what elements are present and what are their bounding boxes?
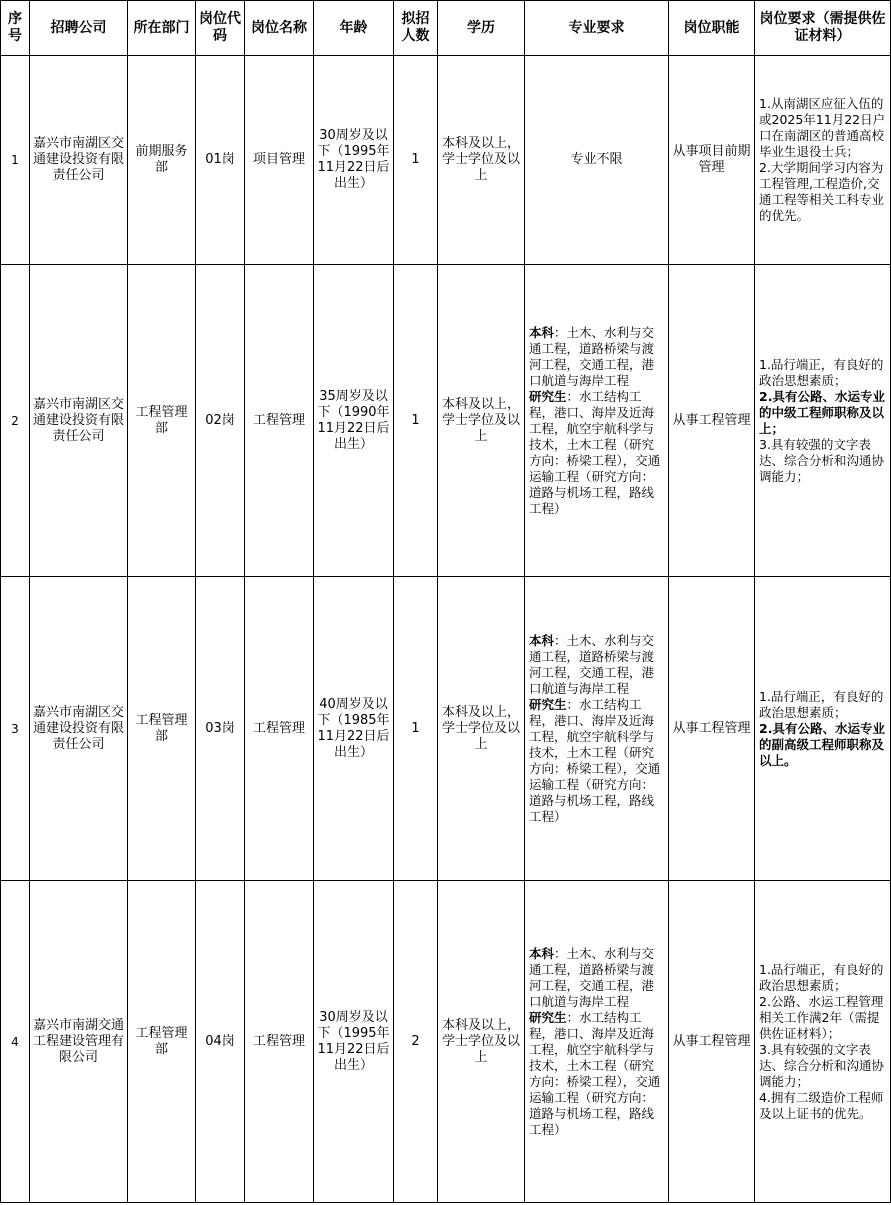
cell-company: 嘉兴市南湖区交通建设投资有限责任公司 xyxy=(30,56,128,265)
cell-dept: 前期服务部 xyxy=(128,56,196,265)
cell-dept: 工程管理部 xyxy=(128,577,196,881)
header-code: 岗位代码 xyxy=(196,1,245,56)
req-line: 2.具有公路、水运专业的中级工程师职称及以上； xyxy=(759,388,885,436)
cell-req xyxy=(755,881,891,1203)
cell-count: 1 xyxy=(394,265,438,577)
cell-major: 专业不限 xyxy=(525,56,669,265)
cell-company: 嘉兴市南湖区交通建设投资有限责任公司 xyxy=(30,577,128,881)
cell-edu: 本科及以上，学士学位及以上 xyxy=(438,881,525,1203)
cell-title: 工程管理 xyxy=(245,881,314,1203)
cell-code: 03岗 xyxy=(196,577,245,881)
cell-req xyxy=(755,56,891,265)
req-line: 2.公路、水运工程管理相关工作满2年（需提供佐证材料）； xyxy=(759,993,884,1041)
cell-title: 项目管理 xyxy=(245,56,314,265)
cell-age: 30周岁及以下（1995年11月22日后出生） xyxy=(314,56,394,265)
cell-age: 40周岁及以下（1985年11月22日后出生） xyxy=(314,577,394,881)
header-major: 专业要求 xyxy=(525,1,669,56)
table-row xyxy=(1,577,891,881)
cell-company: 嘉兴市南湖区交通建设投资有限责任公司 xyxy=(30,265,128,577)
cell-age: 30周岁及以下（1995年11月22日后出生） xyxy=(314,881,394,1203)
cell-major xyxy=(525,881,669,1203)
cell-edu: 本科及以上，学士学位及以上 xyxy=(438,56,525,265)
cell-edu: 本科及以上，学士学位及以上 xyxy=(438,577,525,881)
table-row xyxy=(1,56,891,265)
major-ug-text: ：土木、水利与交通工程，道路桥梁与渡河工程，交通工程，港口航道与海岸工程 xyxy=(529,324,655,388)
req-line: 4.拥有二级造价工程师及以上证书的优先。 xyxy=(759,1089,884,1121)
major-pg-label: 研究生 xyxy=(529,1009,567,1025)
major-pg-label: 研究生 xyxy=(529,388,567,404)
req-line: 1.品行端正，有良好的政治思想素质； xyxy=(759,688,884,720)
major-pg-text: ：水工结构工程，港口、海岸及近海工程，航空宇航科学与技术，土木工程（研究方向：桥梁工程），交通运输工程（研究方向：道路与机场工程，路线工程） xyxy=(529,696,661,824)
cell-duty: 从事项目前期管理 xyxy=(669,56,755,265)
req-line: 1.从南湖区应征入伍的或2025年11月22日户口在南湖区的普通高校毕业生退役士兵； xyxy=(759,96,886,159)
cell-major xyxy=(525,265,669,577)
major-ug-text: ：土木、水利与交通工程，道路桥梁与渡河工程，交通工程，港口航道与海岸工程 xyxy=(529,945,655,1009)
cell-code: 04岗 xyxy=(196,881,245,1203)
major-ug-label: 本科 xyxy=(529,632,555,648)
cell-duty: 从事工程管理 xyxy=(669,881,755,1203)
header-dept: 所在部门 xyxy=(128,1,196,56)
cell-age: 35周岁及以下（1990年11月22日后出生） xyxy=(314,265,394,577)
cell-code: 02岗 xyxy=(196,265,245,577)
req-line: 2.具有公路、水运专业的副高级工程师职称及以上。 xyxy=(759,720,885,768)
table-row xyxy=(1,265,891,577)
cell-count: 2 xyxy=(394,881,438,1203)
cell-dept: 工程管理部 xyxy=(128,881,196,1203)
cell-req xyxy=(755,577,891,881)
header-req: 岗位要求（需提供佐证材料） xyxy=(755,1,891,56)
req-line: 2.大学期间学习内容为工程管理,工程造价,交通工程等相关工科专业的优先。 xyxy=(759,160,885,223)
cell-count: 1 xyxy=(394,577,438,881)
cell-seq: 4 xyxy=(1,881,30,1203)
cell-seq: 2 xyxy=(1,265,30,577)
header-row xyxy=(1,1,891,56)
major-ug-label: 本科 xyxy=(529,324,555,340)
cell-title: 工程管理 xyxy=(245,265,314,577)
req-line: 1.品行端正，有良好的政治思想素质； xyxy=(759,356,884,388)
req-line: 3.具有较强的文字表达、综合分析和沟通协调能力； xyxy=(759,436,885,484)
header-title: 岗位名称 xyxy=(245,1,314,56)
req-line: 3.具有较强的文字表达、综合分析和沟通协调能力； xyxy=(759,1041,885,1089)
major-pg-text: ：水工结构工程，港口、海岸及近海工程，航空宇航科学与技术，土木工程（研究方向：桥梁工程），交通运输工程（研究方向：道路与机场工程，路线工程） xyxy=(529,388,661,516)
cell-dept: 工程管理部 xyxy=(128,265,196,577)
cell-title: 工程管理 xyxy=(245,577,314,881)
table-row xyxy=(1,881,891,1203)
major-ug-label: 本科 xyxy=(529,945,555,961)
header-edu: 学历 xyxy=(438,1,525,56)
major-pg-label: 研究生 xyxy=(529,696,567,712)
header-seq: 序号 xyxy=(1,1,30,56)
cell-req xyxy=(755,265,891,577)
major-pg-text: ：水工结构工程，港口、海岸及近海工程，航空宇航科学与技术，土木工程（研究方向：桥梁工程），交通运输工程（研究方向：道路与机场工程，路线工程） xyxy=(529,1009,661,1137)
cell-duty: 从事工程管理 xyxy=(669,265,755,577)
header-company: 招聘公司 xyxy=(30,1,128,56)
header-duty: 岗位职能 xyxy=(669,1,755,56)
cell-company: 嘉兴市南湖交通工程建设管理有限公司 xyxy=(30,881,128,1203)
cell-duty: 从事工程管理 xyxy=(669,577,755,881)
cell-code: 01岗 xyxy=(196,56,245,265)
cell-major xyxy=(525,577,669,881)
cell-edu: 本科及以上，学士学位及以上 xyxy=(438,265,525,577)
major-ug-text: ：土木、水利与交通工程，道路桥梁与渡河工程，交通工程，港口航道与海岸工程 xyxy=(529,632,655,696)
header-count: 拟招人数 xyxy=(394,1,438,56)
req-line: 1.品行端正，有良好的政治思想素质； xyxy=(759,961,884,993)
header-age: 年龄 xyxy=(314,1,394,56)
cell-seq: 1 xyxy=(1,56,30,265)
cell-count: 1 xyxy=(394,56,438,265)
cell-seq: 3 xyxy=(1,577,30,881)
